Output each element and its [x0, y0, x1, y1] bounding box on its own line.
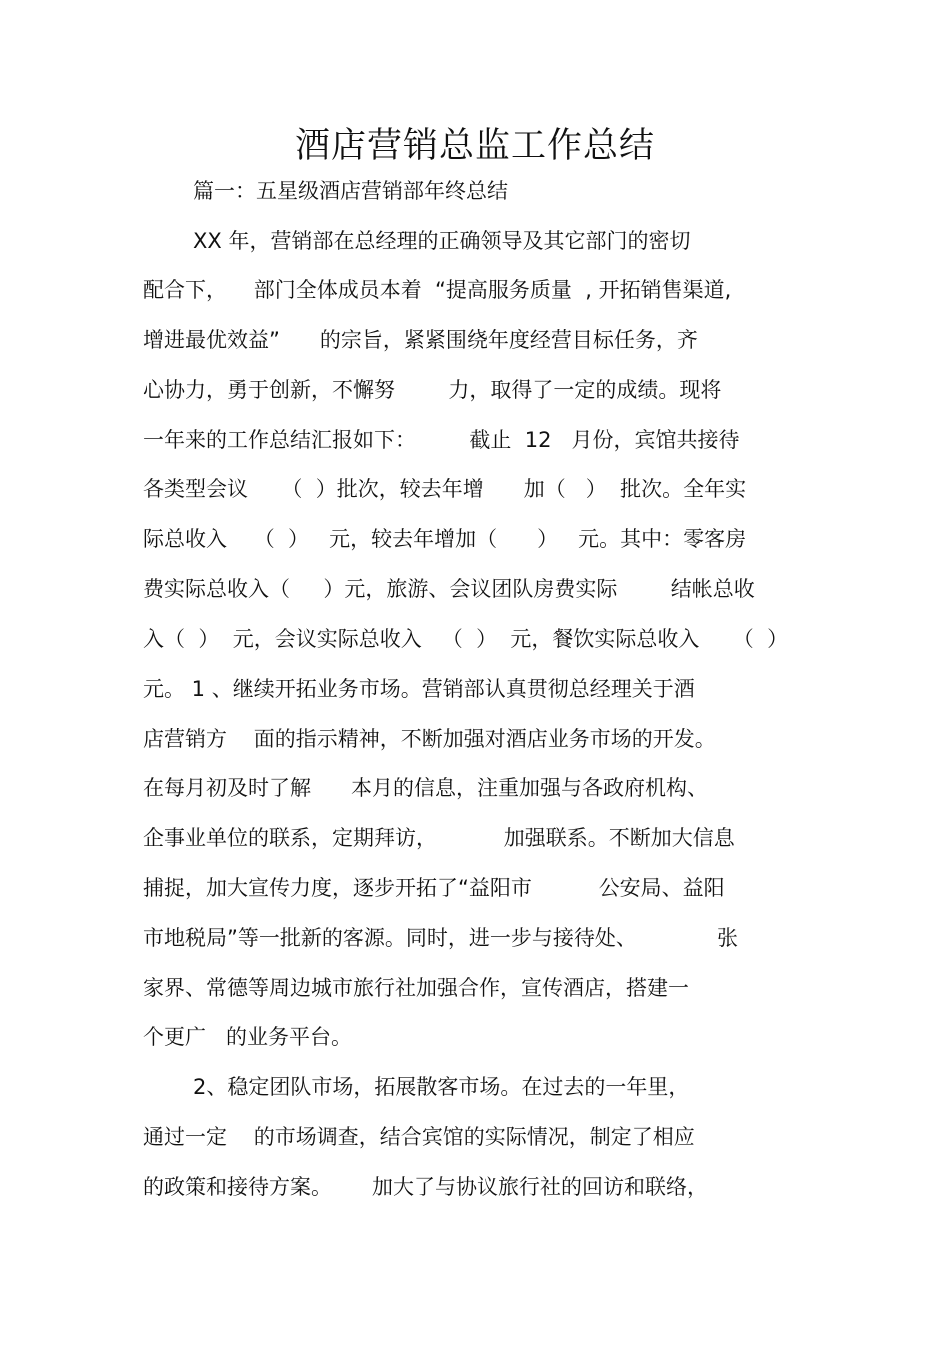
paragraph-line: 各类型会议 （ ）批次，较去年增 加（ ） 批次。全年实: [143, 477, 747, 501]
paragraph-line: 在每月初及时了解 本月的信息，注重加强与各政府机构、: [143, 776, 709, 800]
paragraph-line: 企事业单位的联系，定期拜访， 加强联系。不断加大信息: [143, 826, 735, 850]
paragraph-line: 心协力，勇于创新，不懈努 力，取得了一定的成绩。现将: [143, 378, 722, 402]
paragraph-line: 2、稳定团队市场，拓展散客市场。在过去的一年里，: [193, 1075, 690, 1099]
paragraph-line: 增进最优效益” 的宗旨，紧紧围绕年度经营目标任务，齐: [143, 328, 698, 352]
paragraph-line: 市地税局”等一批新的客源。同时，进一步与接待处、 张: [143, 926, 738, 950]
paragraph-line: 的政策和接待方案。 加大了与协议旅行社的回访和联络，: [143, 1175, 709, 1199]
document-title: 酒店营销总监工作总结: [294, 126, 655, 166]
paragraph-line: 家界、常德等周边城市旅行社加强合作，宣传酒店，搭建一: [143, 976, 689, 1000]
paragraph-line: 个更广 的业务平台。: [143, 1025, 353, 1049]
paragraph-line: 费实际总收入（ ）元，旅游、会议团队房费实际 结帐总收: [143, 577, 755, 601]
paragraph-line: 店营销方 面的指示精神，不断加强对酒店业务市场的开发。: [143, 727, 716, 751]
paragraph-line: 元。 1 、继续开拓业务市场。营销部认真贯彻总经理关于酒: [143, 677, 695, 701]
paragraph-line: XX 年，营销部在总经理的正确领导及其它部门的密切: [193, 229, 691, 253]
paragraph-line: 配合下， 部门全体成员本着 “提高服务质量 , 开拓销售渠道,: [143, 278, 732, 302]
paragraph-line: 捕捉，加大宣传力度，逐步开拓了“益阳市 公安局、益阳: [143, 876, 725, 900]
paragraph-line: 一年来的工作总结汇报如下： 截止 12 月份，宾馆共接待: [143, 428, 740, 452]
paragraph-line: 入（ ） 元，会议实际总收入 （ ） 元，餐饮实际总收入 （ ）: [143, 627, 789, 651]
paragraph-line: 通过一定 的市场调查，结合宾馆的实际情况，制定了相应: [143, 1125, 695, 1149]
section-heading: 篇一：五星级酒店营销部年终总结: [193, 179, 508, 203]
paragraph-line: 际总收入 （ ） 元，较去年增加（ ） 元。其中：零客房: [143, 527, 747, 551]
